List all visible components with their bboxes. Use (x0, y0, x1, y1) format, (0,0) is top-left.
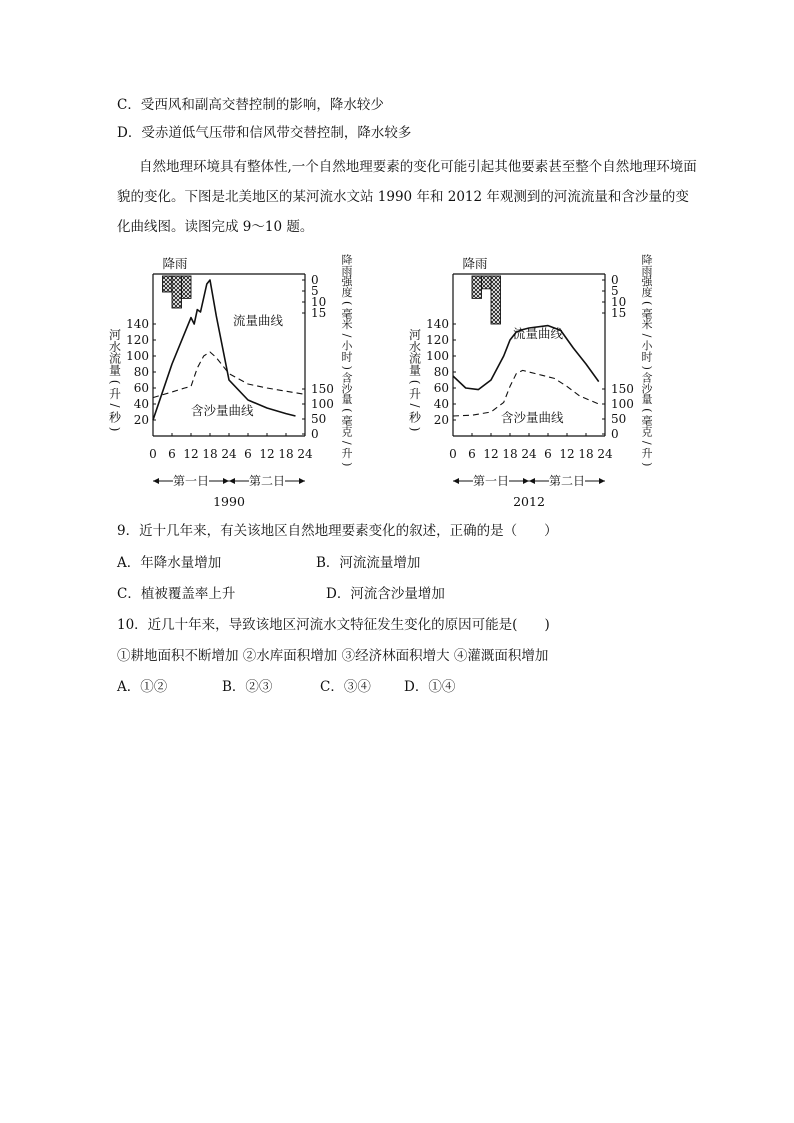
rain-bar (491, 276, 501, 324)
left-axis-label-char: 水 (408, 339, 422, 354)
right-bottom-axis-label-char: 毫 (341, 414, 353, 428)
day1-arrow-head-left (153, 478, 159, 484)
passage-text: 自然地理环境具有整体性,一个自然地理要素的变化可能引起其他要素甚至整个自然地理环境面貌的变化。下图是北美地区的某河流水文站 1990 年和 2012 年观测到的河流流量和含沙量的变化曲线图。读图完成 9～10 题。 (117, 159, 697, 235)
left-axis-label-char: ( (108, 379, 122, 385)
x-tick-label: 24 (297, 447, 313, 461)
q10-option-d[interactable]: D．①④ (404, 679, 456, 695)
right-top-axis-label-char: / (640, 333, 654, 338)
right-bottom-axis-label-char: 量 (341, 393, 353, 407)
x-tick-label: 0 (449, 447, 457, 461)
right-top-axis-label-char: 度 (341, 285, 353, 299)
left-tick-label: 20 (433, 413, 449, 427)
rain-tick-label: 0 (311, 273, 319, 287)
right-bottom-axis-label-char: 含 (641, 371, 653, 385)
x-tick-label: 18 (578, 447, 594, 461)
rain-bar (163, 276, 173, 292)
right-bottom-axis-label-char: / (340, 440, 354, 445)
right-top-axis-label-char: 雨 (341, 264, 353, 278)
right-bottom-axis-label-char: ( (640, 408, 654, 413)
x-tick-label: 24 (221, 447, 237, 461)
chart-1990 (108, 253, 354, 510)
right-bottom-axis-label-char: ) (340, 462, 354, 467)
flow-curve-label: 流量曲线 (513, 326, 564, 341)
rain-tick-label: 5 (311, 284, 319, 298)
right-bottom-axis-label-char: ( (340, 408, 354, 413)
x-tick-label: 24 (597, 447, 613, 461)
q9-option-b[interactable]: B．河流流量增加 (316, 555, 421, 571)
sediment-tick-label: 0 (611, 427, 619, 441)
left-axis-label-char: 流 (108, 351, 122, 366)
x-tick-label: 12 (259, 447, 275, 461)
left-axis-label-char: 量 (408, 363, 422, 378)
day1-label: 第一日 (172, 474, 210, 488)
left-tick-label: 100 (126, 349, 149, 363)
right-top-axis-label-char: 强 (341, 275, 353, 289)
x-tick-label: 0 (149, 447, 157, 461)
right-top-axis-label-char: ( (640, 300, 654, 306)
left-axis-label-char: 水 (108, 339, 122, 354)
right-top-axis-label-char: 度 (641, 285, 653, 299)
x-tick-label: 24 (521, 447, 537, 461)
q10-option-c[interactable]: C．③④ (320, 679, 371, 695)
left-axis-label-char: 秒 (408, 410, 422, 425)
rain-bar (482, 276, 492, 289)
left-axis-label-char: 秒 (108, 410, 122, 425)
right-bottom-axis-label-char: 升 (641, 446, 653, 460)
right-top-axis-label-char: ) (640, 365, 654, 370)
option-d-prev: D．受赤道低气压带和信风带交替控制，降水较多 (117, 125, 412, 141)
left-axis-label-char: 河 (108, 328, 122, 342)
day1-arrow-head-left (453, 478, 459, 484)
left-axis-label-char: ( (408, 379, 422, 385)
day2-label: 第二日 (248, 474, 286, 488)
right-bottom-axis-label-char: ) (640, 462, 654, 467)
right-bottom-axis-label-char: / (640, 440, 654, 445)
left-tick-label: 120 (426, 333, 449, 347)
sediment-tick-label: 0 (311, 427, 319, 441)
left-axis-label-char: / (108, 403, 122, 408)
rain-tick-label: 15 (611, 306, 627, 320)
flow-curve-label: 流量曲线 (233, 313, 284, 328)
right-bottom-axis-label-char: 克 (341, 425, 353, 439)
x-tick-label: 6 (244, 447, 252, 461)
right-bottom-axis-label (641, 371, 654, 467)
chart-2012 (408, 253, 654, 510)
right-bottom-axis-label-char: 克 (641, 425, 653, 439)
rain-tick-label: 10 (611, 295, 627, 309)
sediment-curve-label: 含沙量曲线 (191, 403, 254, 418)
rain-bar (182, 276, 192, 298)
day2-arrow-head-left (529, 478, 535, 484)
day2-arrow-head-left (229, 478, 235, 484)
left-axis-label-char: 升 (408, 386, 422, 401)
right-top-axis-label-char: 小 (641, 339, 653, 353)
left-axis-label-char: ) (408, 426, 422, 432)
day2-label: 第二日 (548, 474, 586, 488)
rain-tick-label: 5 (611, 284, 619, 298)
x-tick-label: 18 (278, 447, 294, 461)
x-tick-label: 6 (168, 447, 176, 461)
right-top-axis-label-char: ( (340, 300, 354, 306)
q9-option-d[interactable]: D．河流含沙量增加 (326, 586, 445, 602)
right-top-axis-label (641, 253, 654, 370)
x-tick-label: 6 (544, 447, 552, 461)
sediment-curve (153, 352, 305, 398)
sediment-curve-label: 含沙量曲线 (501, 410, 564, 425)
day2-arrow-head-right (599, 478, 605, 484)
rain-label: 降雨 (462, 256, 488, 271)
passage (117, 152, 697, 242)
rain-tick-label: 10 (311, 295, 327, 309)
left-tick-label: 140 (426, 317, 449, 331)
day1-label: 第一日 (472, 474, 510, 488)
left-tick-label: 60 (433, 381, 449, 395)
rain-bar (472, 276, 482, 298)
year-label: 2012 (513, 494, 545, 509)
left-tick-label: 60 (133, 381, 149, 395)
x-tick-label: 12 (183, 447, 199, 461)
x-tick-label: 12 (483, 447, 499, 461)
sediment-tick-label: 150 (611, 382, 634, 396)
left-axis-label (408, 328, 422, 431)
left-tick-label: 80 (133, 365, 149, 379)
x-tick-label: 6 (468, 447, 476, 461)
right-top-axis-label-char: 降 (341, 253, 353, 267)
right-top-axis-label-char: ) (340, 365, 354, 370)
right-bottom-axis-label (341, 371, 354, 467)
right-bottom-axis-label-char: 量 (641, 393, 653, 407)
right-top-axis-label-char: 毫 (341, 307, 353, 321)
q10-option-a[interactable]: A．①② (117, 679, 168, 695)
q9-option-c[interactable]: C．植被覆盖率上升 (117, 586, 236, 602)
right-top-axis-label-char: 毫 (641, 307, 653, 321)
sediment-tick-label: 100 (611, 397, 634, 411)
x-tick-label: 18 (202, 447, 218, 461)
left-tick-label: 40 (133, 397, 149, 411)
rain-tick-label: 0 (611, 273, 619, 287)
right-bottom-axis-label-char: 沙 (341, 382, 353, 396)
q9-option-a[interactable]: A．年降水量增加 (117, 555, 222, 571)
left-axis-label-char: ) (108, 426, 122, 432)
left-tick-label: 140 (126, 317, 149, 331)
left-axis-label-char: 河 (408, 328, 422, 342)
right-top-axis-label-char: 时 (341, 350, 353, 364)
day1-arrow-head-right (223, 478, 229, 484)
right-top-axis-label-char: 小 (341, 339, 353, 353)
left-tick-label: 20 (133, 413, 149, 427)
right-bottom-axis-label-char: 含 (341, 371, 353, 385)
q10-items: ①耕地面积不断增加 ②水库面积增加 ③经济林面积增大 ④灌溉面积增加 (117, 648, 549, 664)
right-top-axis-label-char: 米 (641, 318, 653, 332)
year-label: 1990 (213, 494, 245, 509)
sediment-tick-label: 50 (311, 412, 327, 426)
left-tick-label: 120 (126, 333, 149, 347)
q10-option-b[interactable]: B．②③ (222, 679, 273, 695)
left-axis-label-char: 流 (408, 351, 422, 366)
right-top-axis-label-char: 强 (641, 275, 653, 289)
x-tick-label: 12 (559, 447, 575, 461)
left-axis-label-char: 升 (108, 386, 122, 401)
right-bottom-axis-label-char: 毫 (641, 414, 653, 428)
right-top-axis-label-char: 时 (641, 350, 653, 364)
x-tick-label: 18 (502, 447, 518, 461)
q9-stem (117, 522, 558, 540)
q9-stem-text: 9．近十几年来，有关该地区自然地理要素变化的叙述，正确的是（ ） (117, 523, 558, 539)
rain-tick-label: 15 (311, 306, 327, 320)
right-top-axis-label-char: 米 (341, 318, 353, 332)
right-top-axis-label-char: 降 (641, 253, 653, 267)
left-tick-label: 80 (433, 365, 449, 379)
left-axis-label (108, 328, 122, 431)
right-top-axis-label (341, 253, 354, 370)
sediment-tick-label: 100 (311, 397, 334, 411)
option-c-prev: C．受西风和副高交替控制的影响，降水较少 (117, 97, 384, 113)
sediment-tick-label: 50 (611, 412, 627, 426)
rain-label: 降雨 (162, 256, 188, 271)
left-axis-label-char: / (408, 403, 422, 408)
right-bottom-axis-label-char: 沙 (641, 382, 653, 396)
day2-arrow-head-right (299, 478, 305, 484)
right-top-axis-label-char: 雨 (641, 264, 653, 278)
left-axis-label-char: 量 (108, 363, 122, 378)
day1-arrow-head-right (523, 478, 529, 484)
sediment-tick-label: 150 (311, 382, 334, 396)
right-top-axis-label-char: / (340, 333, 354, 338)
q10-stem: 10．近几十年来，导致该地区河流水文特征发生变化的原因可能是( ) (117, 617, 550, 633)
figure (0, 250, 794, 520)
right-bottom-axis-label-char: 升 (341, 446, 353, 460)
left-tick-label: 40 (433, 397, 449, 411)
rain-bar (172, 276, 182, 308)
left-tick-label: 100 (426, 349, 449, 363)
